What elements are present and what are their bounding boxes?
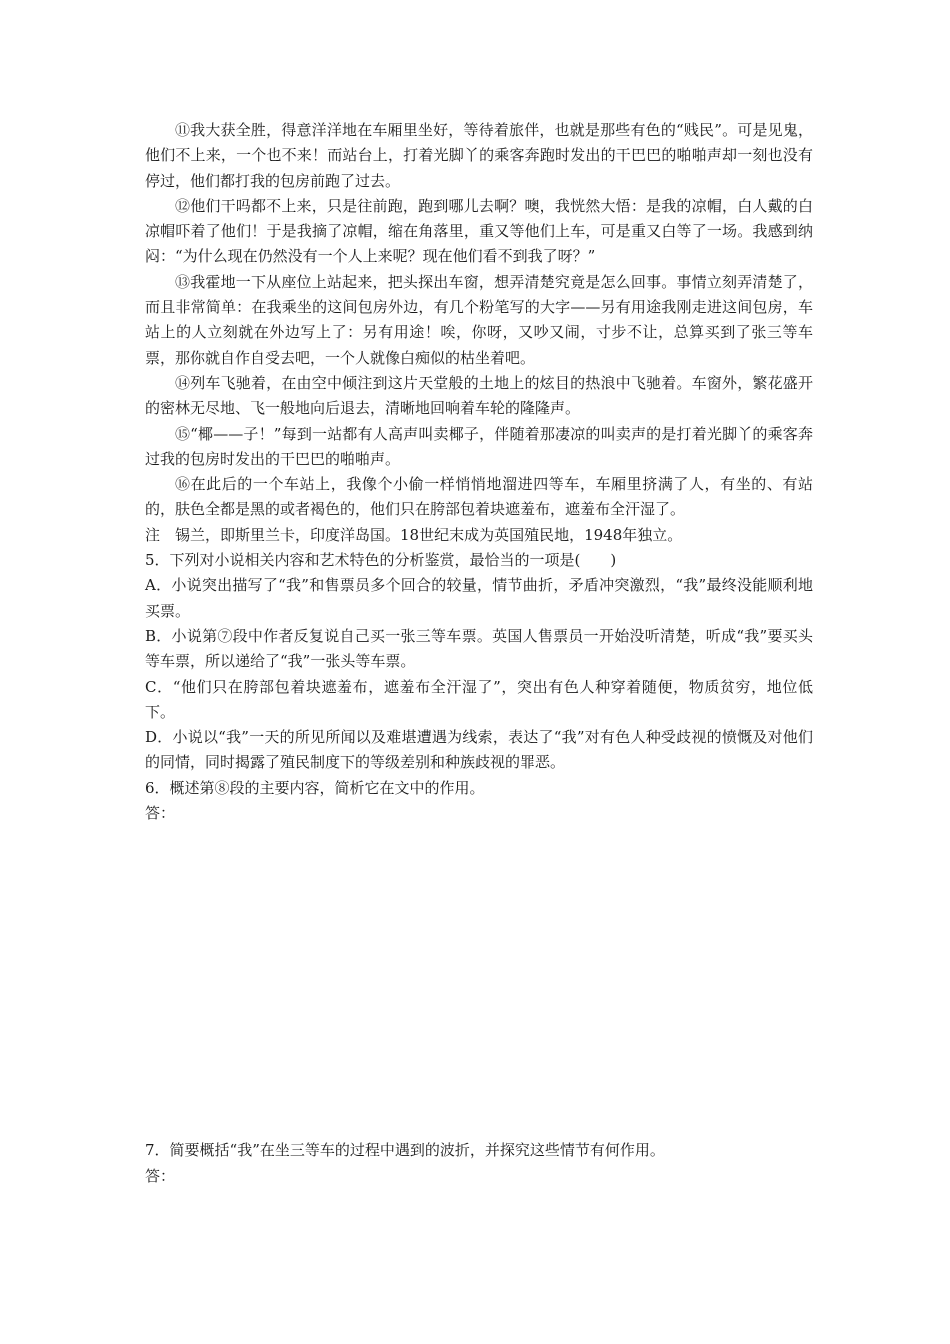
passage-paragraph-11: ⑪我大获全胜，得意洋洋地在车厢里坐好，等待着旅伴，也就是那些有色的“贱民”。可是见鬼，他们不上来，一个也不来！而站台上，打着光脚丫的乘客奔跑时发出的干巴巴的啪啪声却一刻也没有停过，他们都打我的包房前跑了过去。 xyxy=(145,121,813,190)
page-content xyxy=(145,118,813,1189)
question-7-stem: 7．简要概括“我”在坐三等车的过程中遇到的波折，并探究这些情节有何作用。 xyxy=(145,1141,665,1160)
question-6-answer-label: 答： xyxy=(145,804,176,823)
passage-paragraph-12: ⑫他们干吗都不上来，只是往前跑，跑到哪儿去啊？噢，我恍然大悟：是我的凉帽，白人戴的白凉帽吓着了他们！于是我摘了凉帽，缩在角落里，重又等他们上车，可是重又白等了一场。我感到纳闷：“为什么现在仍然没有一个人上来呢？现在他们看不到我了呀？” xyxy=(145,196,813,266)
question-6-answer-space[interactable] xyxy=(145,826,813,1138)
question-6-stem: 6．概述第⑧段的主要内容，简析它在文中的作用。 xyxy=(145,778,485,797)
question-5-stem: 5．下列对小说相关内容和艺术特色的分析鉴赏，最恰当的一项是( ) xyxy=(145,551,617,570)
passage-paragraph-14: ⑭列车飞驰着，在由空中倾注到这片天堂般的土地上的炫目的热浪中飞驰着。车窗外，繁花盛开的密林无尽地、飞一般地向后退去，清晰地回响着车轮的隆隆声。 xyxy=(145,373,813,418)
question-5-option-b: B．小说第⑦段中作者反复说自己买一张三等车票。英国人售票员一开始没听清楚，听成“我”要买头等车票，所以递给了“我”一张头等车票。 xyxy=(145,626,813,671)
question-5-option-c: C．“他们只在胯部包着块遮羞布，遮羞布全汗湿了”，突出有色人种穿着随便，物质贫穷，地位低下。 xyxy=(145,677,813,721)
question-5-option-d: D．小说以“我”一天的所见所闻以及难堪遭遇为线索，表达了“我”对有色人种受歧视的愤慨及对他们的同情，同时揭露了殖民制度下的等级差别和种族歧视的罪恶。 xyxy=(145,728,813,772)
passage-paragraph-13: ⑬我霍地一下从座位上站起来，把头探出车窗，想弄清楚究竟是怎么回事。事情立刻弄清楚了，而且非常简单：在我乘坐的这间包房外边，有几个粉笔写的大字——另有用途我刚走进这间包房，车站上的人立刻就在外边写上了：另有用途！唉，你呀，又吵又闹，寸步不让，总算买到了张三等车票，那你就自作自受去吧，一个人就像白痴似的枯坐着吧。 xyxy=(145,272,813,367)
passage-paragraph-16: ⑯在此后的一个车站上，我像个小偷一样悄悄地溜进四等车，车厢里挤满了人，有坐的、有站的，肤色全都是黑的或者褐色的，他们只在胯部包着块遮羞布，遮羞布全汗湿了。 xyxy=(145,475,813,519)
footnote: 注 锡兰，即斯里兰卡，印度洋岛国。18世纪末成为英国殖民地，1948年独立。 xyxy=(145,525,683,544)
question-7-answer-label: 答： xyxy=(145,1166,176,1185)
passage-paragraph-15: ⑮“椰——子！”每到一站都有人高声叫卖椰子，伴随着那凄凉的叫卖声的是打着光脚丫的乘客奔过我的包房时发出的干巴巴的啪啪声。 xyxy=(145,424,813,468)
question-5-option-a: A．小说突出描写了“我”和售票员多个回合的较量，情节曲折，矛盾冲突激烈，“我”最终没能顺利地买票。 xyxy=(145,576,813,620)
